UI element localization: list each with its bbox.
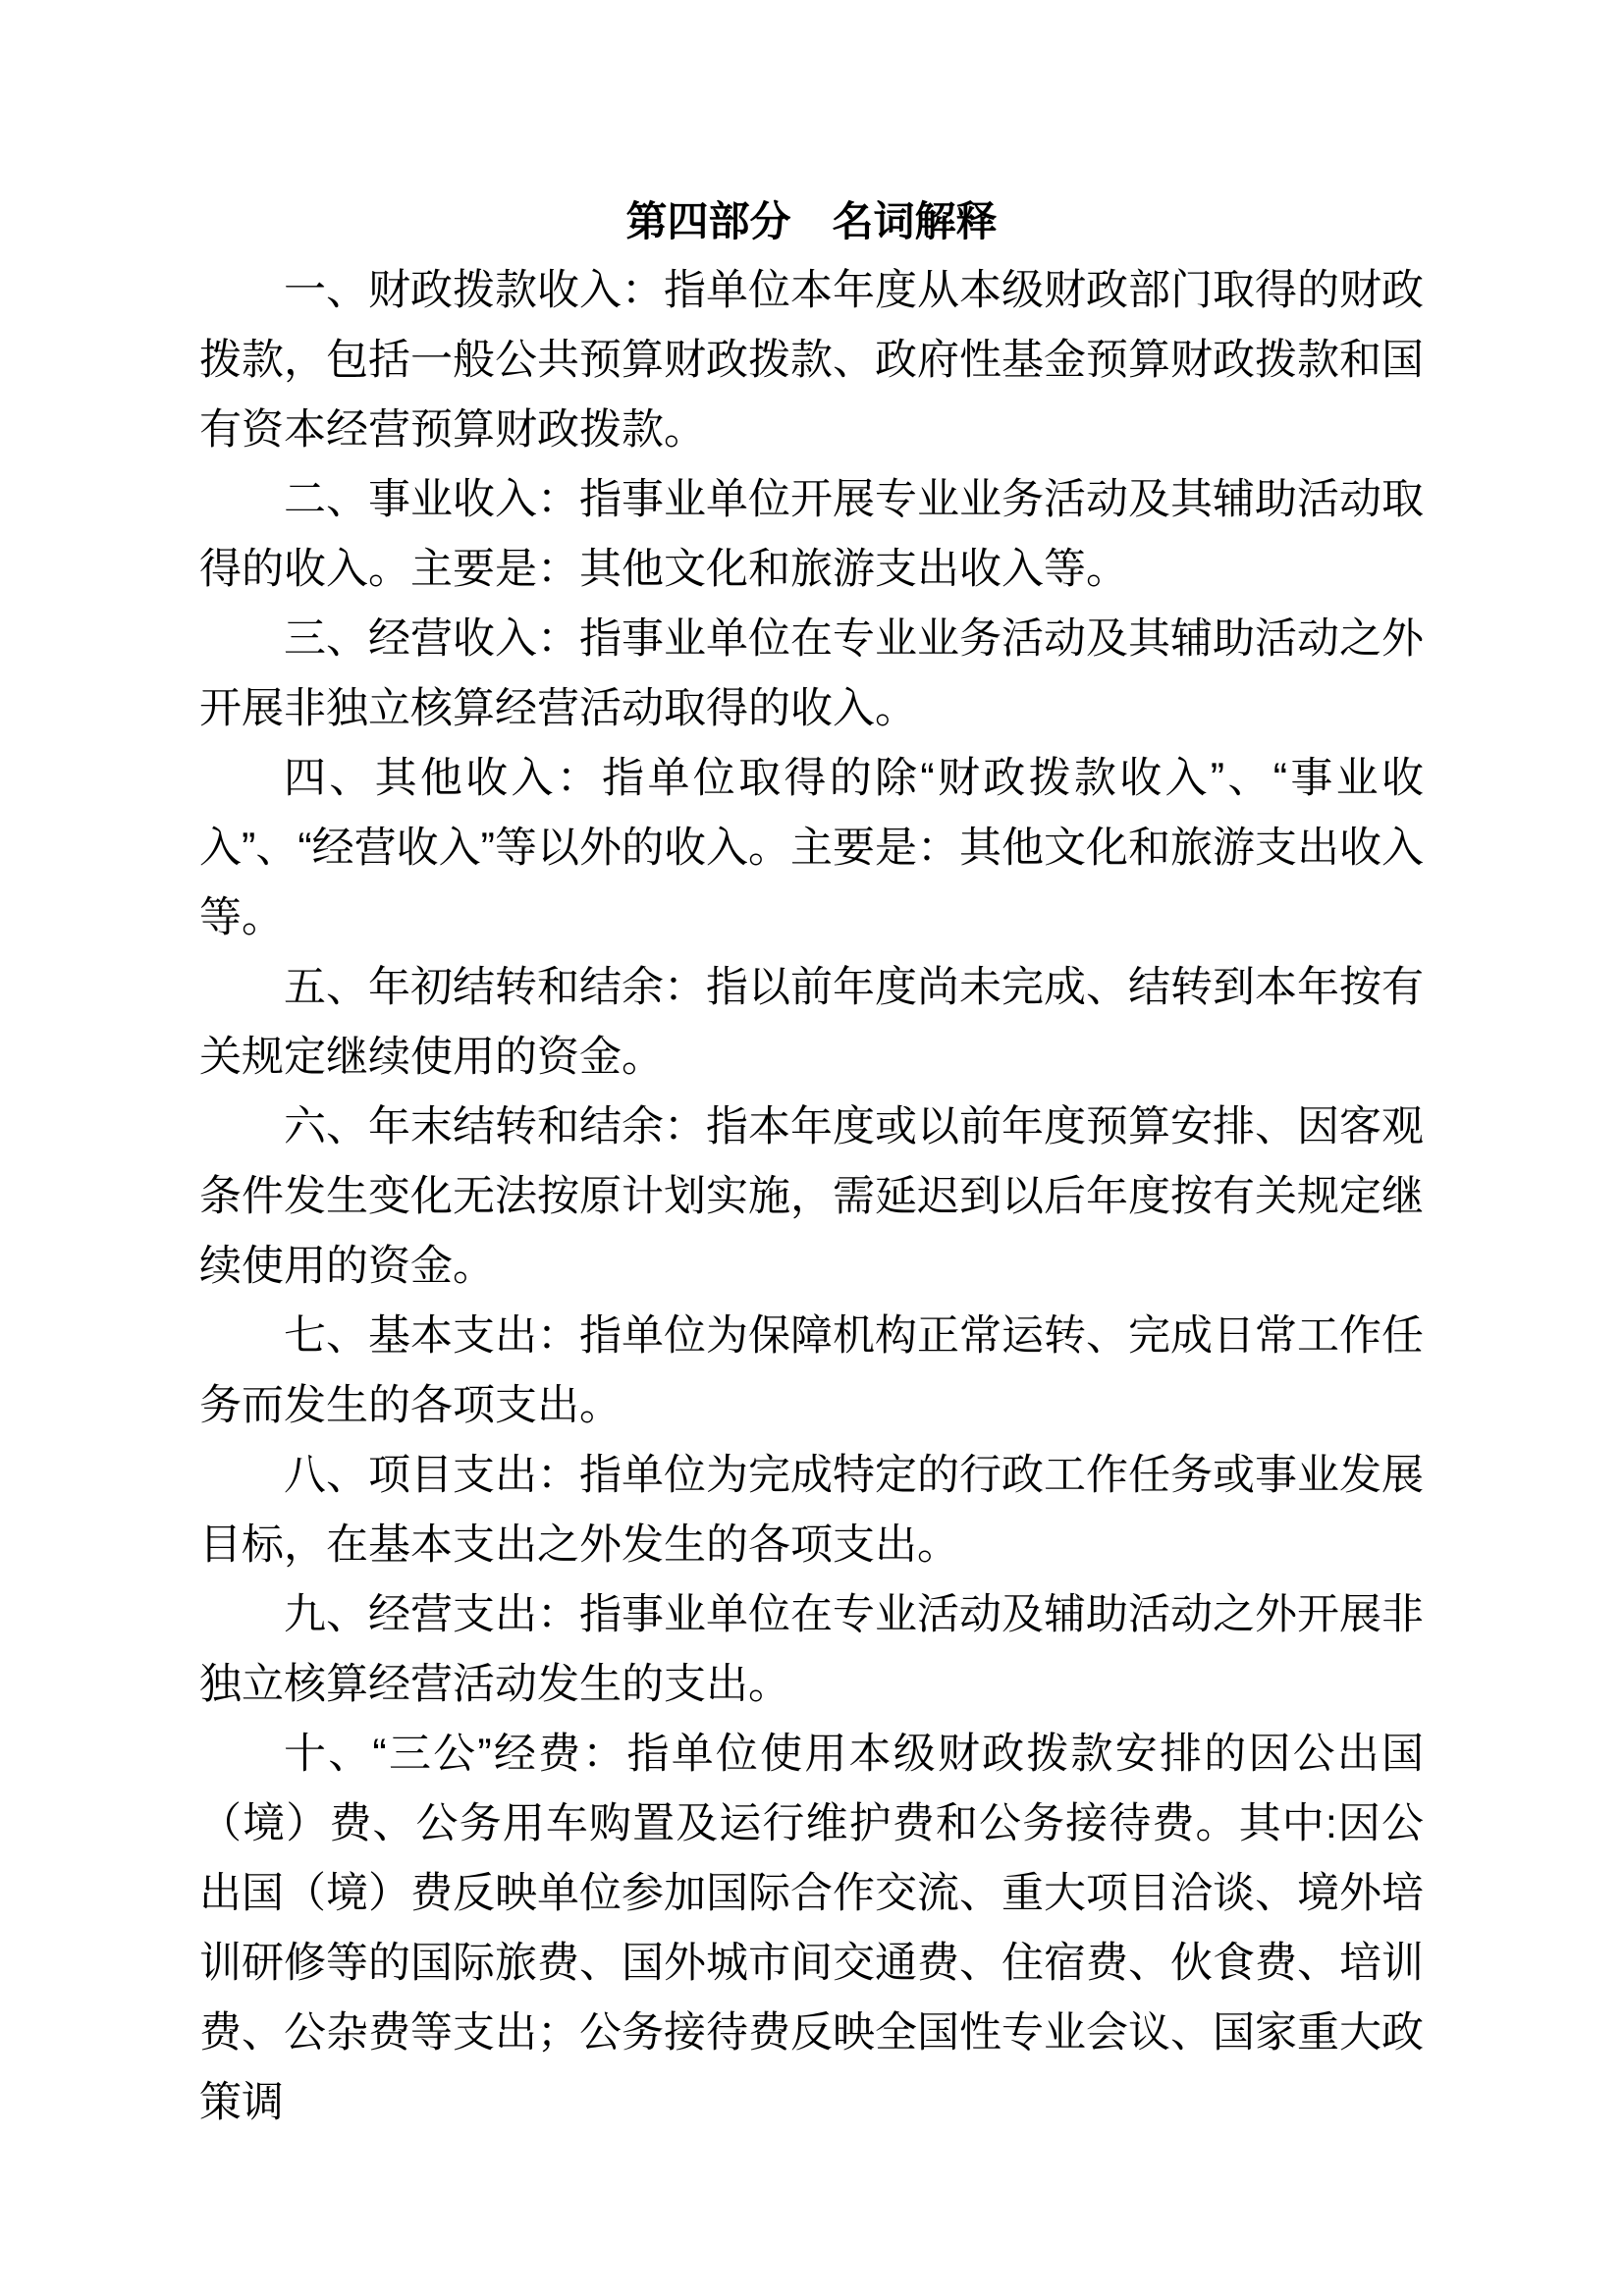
definition-paragraph-three-public-funds: 十、“三公”经费：指单位使用本级财政拨款安排的因公出国（境）费、公务用车购置及运行维护费和公务接待费。其中:因公出国（境）费反映单位参加国际合作交流、重大项目洽谈、境外培训研修等的国际旅费、国外城市间交通费、住宿费、伙食费、培训费、公杂费等支出；公务接待费反映全国性专业会议、国家重大政策调 bbox=[199, 1731, 1424, 2126]
definition-paragraph-operating-expenditure: 九、经营支出：指事业单位在专业活动及辅助活动之外开展非独立核算经营活动发生的支出。 bbox=[199, 1591, 1424, 1708]
document-content bbox=[199, 187, 1424, 2138]
definition-paragraph-beginning-carryover-surplus: 五、年初结转和结余：指以前年度尚未完成、结转到本年按有关规定继续使用的资金。 bbox=[199, 964, 1424, 1081]
definition-paragraph-other-income: 四、其他收入：指单位取得的除“财政拨款收入”、“事业收入”、“经营收入”等以外的收入。主要是：其他文化和旅游支出收入等。 bbox=[199, 755, 1424, 941]
definition-paragraph-undertaking-income: 二、事业收入：指事业单位开展专业业务活动及其辅助活动取得的收入。主要是：其他文化和旅游支出收入等。 bbox=[199, 476, 1424, 593]
definition-paragraph-operating-income: 三、经营收入：指事业单位在专业业务活动及其辅助活动之外开展非独立核算经营活动取得的收入。 bbox=[199, 615, 1424, 732]
definition-paragraph-fiscal-appropriation-income: 一、财政拨款收入：指单位本年度从本级财政部门取得的财政拨款，包括一般公共预算财政拨款、政府性基金预算财政拨款和国有资本经营预算财政拨款。 bbox=[199, 267, 1424, 454]
definition-paragraph-basic-expenditure: 七、基本支出：指单位为保障机构正常运转、完成日常工作任务而发生的各项支出。 bbox=[199, 1312, 1424, 1429]
definition-paragraph-project-expenditure: 八、项目支出：指单位为完成特定的行政工作任务或事业发展目标，在基本支出之外发生的各项支出。 bbox=[199, 1452, 1424, 1569]
definition-paragraph-yearend-carryover-surplus: 六、年末结转和结余：指本年度或以前年度预算安排、因客观条件发生变化无法按原计划实施，需延迟到以后年度按有关规定继续使用的资金。 bbox=[199, 1103, 1424, 1290]
section-title: 第四部分 名词解释 bbox=[625, 198, 998, 244]
